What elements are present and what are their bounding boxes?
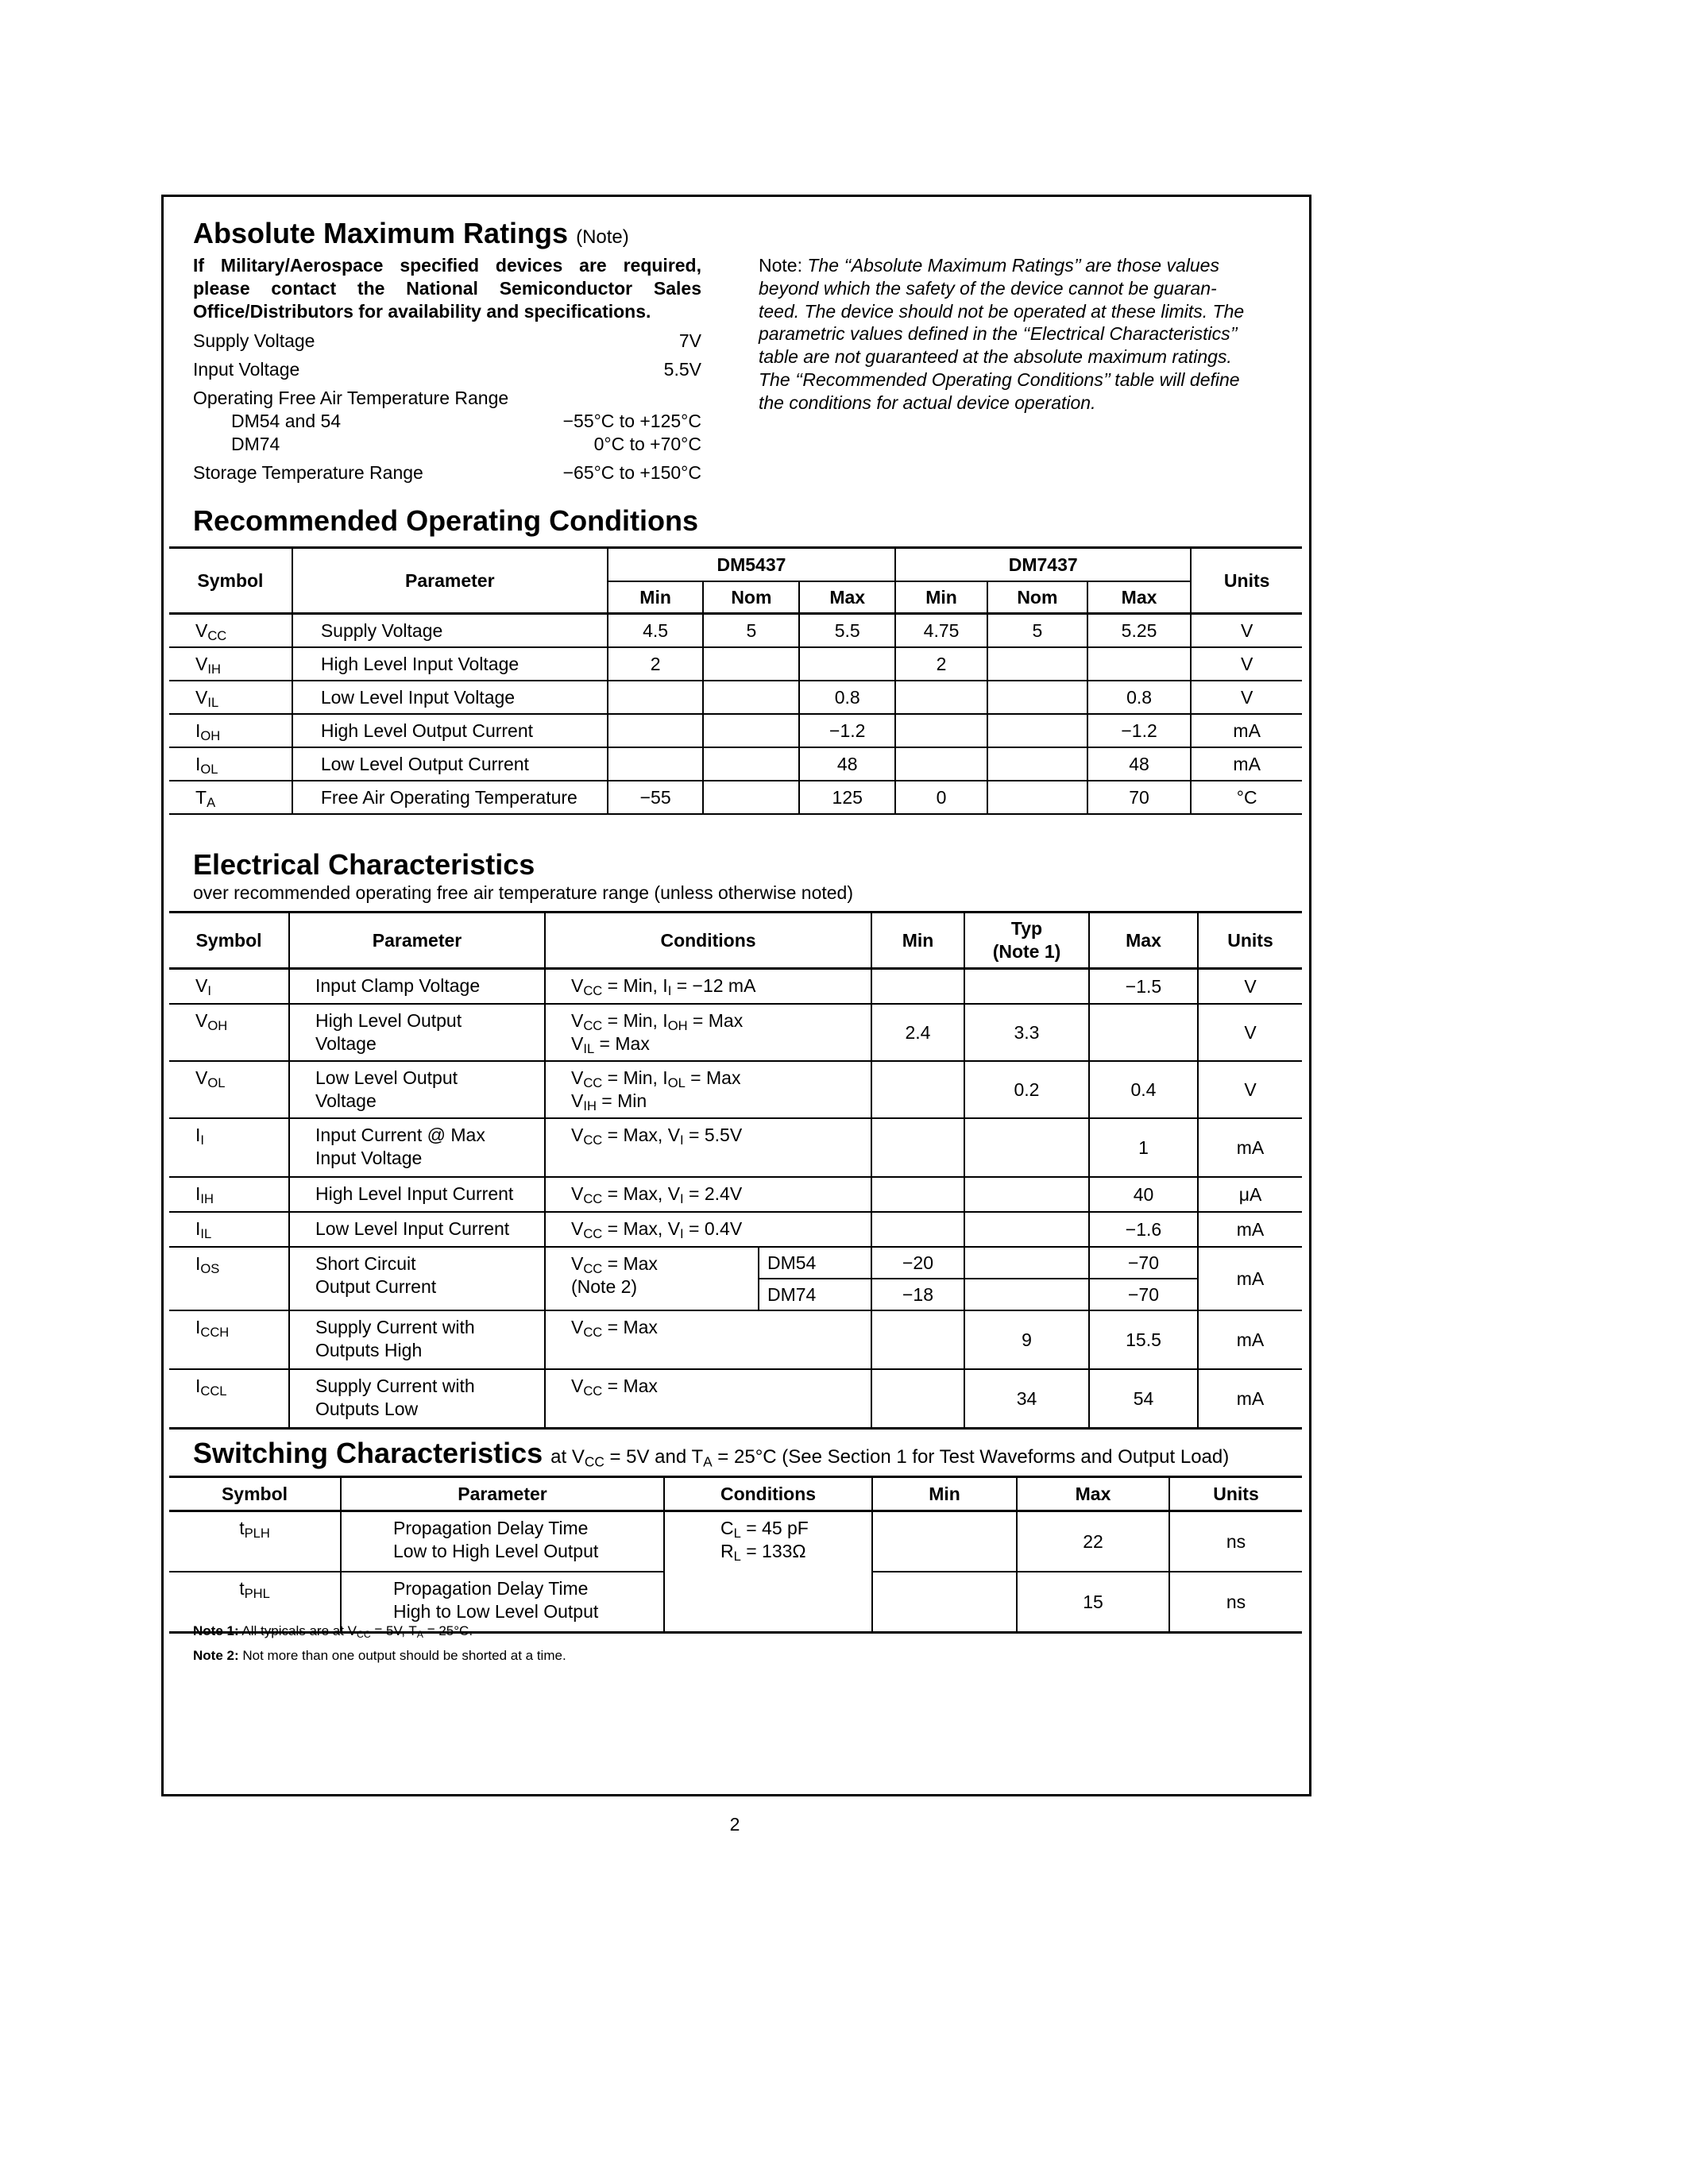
- sc-body: [169, 1511, 1302, 1633]
- ec-min: [871, 969, 964, 1005]
- roc-value: 2: [895, 647, 987, 681]
- roc-symbol: $T_A$: [169, 781, 292, 814]
- ec-title: Electrical Characteristics: [193, 848, 535, 881]
- sc-h-symbol: Symbol: [169, 1477, 341, 1511]
- amr-dm74-label: DM74: [231, 434, 280, 454]
- ec-unit: V: [1244, 1078, 1257, 1100]
- roc-value: [703, 681, 799, 714]
- ec-ios-dm74: DM74: [759, 1279, 871, 1310]
- roc-body: [169, 614, 1302, 815]
- roc-value: [895, 714, 987, 747]
- note-1-label: Note 1:: [193, 1623, 239, 1638]
- sc-h-max: Max: [1017, 1477, 1169, 1511]
- sc-unit: ns: [1226, 1530, 1246, 1552]
- amr-note-line: The ‘‘Absolute Maximum Ratings’’ are those values: [807, 255, 1219, 276]
- roc-row: [169, 714, 1302, 747]
- roc-value: −55: [608, 781, 704, 814]
- ec-row-vi: [169, 969, 1302, 1005]
- ec-typ: [964, 969, 1089, 1005]
- amr-dm74-value: 0°C to +70°C: [593, 434, 701, 454]
- ec-min: [871, 1212, 964, 1247]
- amr-temp-label: Operating Free Air Temperature Range: [193, 388, 509, 408]
- ec-typ: 9: [964, 1310, 1089, 1369]
- roc-table: [169, 546, 1302, 815]
- roc-unit: mA: [1233, 753, 1261, 774]
- amr-supply-label: Supply Voltage: [193, 330, 315, 351]
- amr-input-value: 5.5V: [663, 359, 701, 380]
- mil-notice-line: please contact the National Semiconductor Sales: [193, 277, 701, 299]
- roc-value: 5: [987, 614, 1087, 648]
- amr-note-line: The ‘‘Recommended Operating Conditions’’ table will define: [759, 369, 1240, 390]
- roc-symbol: $I_{OL}$: [169, 747, 292, 781]
- amr-storage-value: −65°C to +150°C: [562, 462, 701, 483]
- ec-conditions: $V_{CC}$ = Max, $V_I = 5.5V$: [545, 1118, 871, 1177]
- ec-max: 15.5: [1089, 1310, 1198, 1369]
- sc-symbol: $t_{PHL}$: [169, 1572, 341, 1633]
- ec-min: −18: [871, 1279, 964, 1310]
- sc-row: [169, 1511, 1302, 1572]
- ec-h-min: Min: [871, 913, 964, 969]
- roc-row: [169, 681, 1302, 714]
- roc-value: [608, 714, 704, 747]
- ec-min: [871, 1369, 964, 1429]
- ec-row-ii: [169, 1118, 1302, 1177]
- ec-max: −70: [1089, 1247, 1198, 1279]
- ec-h-units: Units: [1227, 929, 1273, 951]
- roc-unit: °C: [1236, 786, 1257, 808]
- ec-typ: [964, 1118, 1089, 1177]
- roc-value: 0: [895, 781, 987, 814]
- sc-table: [169, 1476, 1302, 1634]
- ec-parameter: Supply Current with Outputs Low: [289, 1369, 545, 1429]
- roc-h-symbol: Symbol: [169, 548, 292, 614]
- ec-ios-dm54: DM54: [759, 1247, 871, 1279]
- ec-symbol: $I_{OS}$: [169, 1247, 289, 1310]
- mil-notice: [193, 254, 701, 322]
- sc-parameter: Propagation Delay Time Low to High Level Output: [341, 1511, 664, 1572]
- ec-h-conditions: Conditions: [545, 913, 871, 969]
- roc-value: [608, 681, 704, 714]
- roc-h-nom: Nom: [703, 581, 799, 614]
- roc-symbol: $V_{IL}$: [169, 681, 292, 714]
- roc-h-dm7437: DM7437: [895, 548, 1191, 582]
- roc-value: [608, 747, 704, 781]
- roc-h-max: Max: [1087, 581, 1192, 614]
- amr-supply-value: 7V: [678, 330, 701, 351]
- ec-h-max: Max: [1089, 913, 1198, 969]
- roc-parameter: Low Level Input Voltage: [292, 681, 608, 714]
- ec-typ: [964, 1247, 1089, 1279]
- ec-row-ios-54: [169, 1247, 1302, 1279]
- ec-h-symbol: Symbol: [169, 913, 289, 969]
- roc-h-dm5437: DM5437: [608, 548, 895, 582]
- amr-note-line: beyond which the safety of the device cannot be guaran-: [759, 277, 1217, 299]
- note-2: [193, 1648, 566, 1664]
- roc-value: 0.8: [1087, 681, 1192, 714]
- roc-symbol: $I_{OH}$: [169, 714, 292, 747]
- roc-value: [703, 647, 799, 681]
- roc-h-parameter: Parameter: [292, 548, 608, 614]
- roc-parameter: Supply Voltage: [292, 614, 608, 648]
- sc-h-min: Min: [872, 1477, 1017, 1511]
- roc-unit: V: [1240, 653, 1253, 674]
- ec-row-iccl: [169, 1369, 1302, 1429]
- ec-min: [871, 1177, 964, 1212]
- ec-typ: 3.3: [964, 1004, 1089, 1061]
- roc-value: 4.75: [895, 614, 987, 648]
- amr-title-note: (Note): [576, 226, 629, 248]
- ec-conditions: $V_{CC}$ = Min, $I_{OH}$ = Max $V_{IL}$ = Max: [545, 1004, 871, 1061]
- roc-value: 2: [608, 647, 704, 681]
- ec-conditions: $V_{CC}$ = Max: [545, 1310, 871, 1369]
- ec-h-typ: Typ: [1010, 918, 1043, 940]
- roc-value: 125: [799, 781, 895, 814]
- roc-unit: V: [1240, 686, 1253, 708]
- ec-conditions: $V_{CC}$ = Max: [545, 1369, 871, 1429]
- ec-symbol: $I_{CCL}$: [169, 1369, 289, 1429]
- ec-conditions: $V_{CC}$ = Min, $I_{OL}$ = Max $V_{IH}$ = Min: [545, 1061, 871, 1118]
- roc-value: −1.2: [799, 714, 895, 747]
- ec-symbol: $I_I$: [169, 1118, 289, 1177]
- ec-max: −1.5: [1089, 969, 1198, 1005]
- roc-parameter: Free Air Operating Temperature: [292, 781, 608, 814]
- roc-value: 48: [799, 747, 895, 781]
- roc-h-units: Units: [1223, 569, 1270, 591]
- sc-symbol: $t_{PLH}$: [169, 1511, 341, 1572]
- sc-unit: ns: [1226, 1591, 1246, 1612]
- ec-unit: mA: [1236, 1329, 1265, 1350]
- roc-value: [703, 714, 799, 747]
- roc-h-min: Min: [608, 581, 704, 614]
- amr-note-line: parametric values defined in the ‘‘Electrical Characteristics’’: [759, 323, 1238, 345]
- note-2-label: Note 2:: [193, 1648, 239, 1663]
- ec-conditions: $V_{CC}$ = Min, $I_I = -12$ mA: [545, 969, 871, 1005]
- roc-row: [169, 747, 1302, 781]
- ec-table: [169, 911, 1302, 1430]
- amr-note-line: the conditions for actual device operation.: [759, 392, 1096, 413]
- sc-min: [872, 1511, 1017, 1572]
- roc-row: [169, 647, 1302, 681]
- ec-unit: μA: [1238, 1183, 1262, 1205]
- mil-notice-line: Office/Distributors for availability and specifications.: [193, 300, 651, 322]
- ec-conditions: $V_{CC}$ = Max, $V_I = 0.4V$: [545, 1212, 871, 1247]
- ec-row-vol: [169, 1061, 1302, 1118]
- roc-value: [895, 747, 987, 781]
- mil-notice-line: If Military/Aerospace specified devices are required,: [193, 255, 701, 276]
- roc-value: 5.5: [799, 614, 895, 648]
- roc-value: 0.8: [799, 681, 895, 714]
- sc-title-text: Switching Characteristics: [193, 1437, 543, 1469]
- ec-parameter: Low Level Input Current: [289, 1212, 545, 1247]
- roc-value: [703, 781, 799, 814]
- ec-unit: V: [1244, 975, 1257, 997]
- ec-unit: mA: [1236, 1136, 1265, 1158]
- ec-parameter: High Level Output Voltage: [289, 1004, 545, 1061]
- roc-value: 48: [1087, 747, 1192, 781]
- ec-min: −20: [871, 1247, 964, 1279]
- amr-note-prefix: Note:: [759, 255, 802, 276]
- sc-conditions: $C_L = 45$ pF $R_L = 133\Omega$: [664, 1511, 872, 1633]
- ec-min: 2.4: [871, 1004, 964, 1061]
- roc-value: [987, 747, 1087, 781]
- ec-symbol: $V_I$: [169, 969, 289, 1005]
- roc-value: 4.5: [608, 614, 704, 648]
- ec-parameter: Short Circuit Output Current: [289, 1247, 545, 1310]
- ec-symbol: $V_{OH}$: [169, 1004, 289, 1061]
- roc-value: −1.2: [1087, 714, 1192, 747]
- ec-min: [871, 1061, 964, 1118]
- sc-subtitle: at $V_{CC} = 5V$ and $T_A = 25^\circ C$ (See Section 1 for Test Waveforms and Output Load): [550, 1446, 1230, 1470]
- ec-typ: [964, 1177, 1089, 1212]
- ec-parameter: Input Current @ Max Input Voltage: [289, 1118, 545, 1177]
- ec-row-iil: [169, 1212, 1302, 1247]
- amr-note-line: teed. The device should not be operated at these limits. The: [759, 300, 1245, 322]
- ec-subtitle: over recommended operating free air temperature range (unless otherwise noted): [193, 882, 853, 903]
- ec-typ: 34: [964, 1369, 1089, 1429]
- roc-value: [895, 681, 987, 714]
- ec-unit: V: [1244, 1021, 1257, 1043]
- roc-value: 5: [703, 614, 799, 648]
- ec-row-voh: [169, 1004, 1302, 1061]
- sc-title: [193, 1439, 1229, 1468]
- ec-symbol: $I_{CCH}$: [169, 1310, 289, 1369]
- ec-typ: 0.2: [964, 1061, 1089, 1118]
- ec-symbol: $V_{OL}$: [169, 1061, 289, 1118]
- ec-max: 0.4: [1089, 1061, 1198, 1118]
- ec-min: [871, 1310, 964, 1369]
- roc-value: [1087, 647, 1192, 681]
- ec-max: 1: [1089, 1118, 1198, 1177]
- roc-value: [799, 647, 895, 681]
- roc-row: [169, 614, 1302, 648]
- ec-typ: [964, 1279, 1089, 1310]
- roc-unit: V: [1240, 619, 1253, 641]
- roc-h-max: Max: [799, 581, 895, 614]
- ec-typ: [964, 1212, 1089, 1247]
- ec-unit: mA: [1198, 1247, 1302, 1310]
- roc-symbol: $V_{IH}$: [169, 647, 292, 681]
- note-1-text: All typicals are at $V_{CC} = 5V$, $T_A = 25^\circ C$.: [241, 1623, 473, 1641]
- ec-max: −1.6: [1089, 1212, 1198, 1247]
- sc-max: 22: [1017, 1511, 1169, 1572]
- note-2-text: Not more than one output should be shorted at a time.: [242, 1648, 566, 1663]
- amr-title-text: Absolute Maximum Ratings: [193, 217, 569, 249]
- sc-max: 15: [1017, 1572, 1169, 1633]
- roc-value: [703, 747, 799, 781]
- amr-note: [759, 254, 1267, 414]
- ec-min: [871, 1118, 964, 1177]
- ec-max: −70: [1089, 1279, 1198, 1310]
- ec-body: [169, 969, 1302, 1429]
- roc-value: [987, 781, 1087, 814]
- sc-h-conditions: Conditions: [664, 1477, 872, 1511]
- ec-row-iih: [169, 1177, 1302, 1212]
- page-number: 2: [729, 1814, 740, 1835]
- ec-h-parameter: Parameter: [289, 913, 545, 969]
- sc-h-parameter: Parameter: [341, 1477, 664, 1511]
- sc-h-units: Units: [1213, 1483, 1259, 1504]
- ec-symbol: $I_{IL}$: [169, 1212, 289, 1247]
- ec-conditions: $V_{CC}$ = Max (Note 2): [545, 1247, 759, 1310]
- roc-unit: mA: [1233, 720, 1261, 741]
- ec-unit: mA: [1236, 1218, 1265, 1240]
- roc-value: 70: [1087, 781, 1192, 814]
- roc-parameter: Low Level Output Current: [292, 747, 608, 781]
- ec-max: [1089, 1004, 1198, 1061]
- note-1: [193, 1623, 473, 1639]
- sc-parameter: Propagation Delay Time High to Low Level Output: [341, 1572, 664, 1633]
- amr-dm54-label: DM54 and 54: [231, 411, 342, 431]
- ec-unit: mA: [1236, 1387, 1265, 1409]
- ec-h-typ-note: (Note 1): [992, 941, 1061, 962]
- amr-storage-label: Storage Temperature Range: [193, 462, 423, 483]
- amr-input-label: Input Voltage: [193, 359, 300, 380]
- amr-title: [193, 219, 629, 248]
- roc-value: 5.25: [1087, 614, 1192, 648]
- roc-parameter: High Level Input Voltage: [292, 647, 608, 681]
- roc-title: Recommended Operating Conditions: [193, 504, 699, 537]
- ec-parameter: Supply Current with Outputs High: [289, 1310, 545, 1369]
- roc-parameter: High Level Output Current: [292, 714, 608, 747]
- roc-h-nom: Nom: [987, 581, 1087, 614]
- ec-row-icch: [169, 1310, 1302, 1369]
- ec-symbol: $I_{IH}$: [169, 1177, 289, 1212]
- ec-parameter: Low Level Output Voltage: [289, 1061, 545, 1118]
- ec-parameter: High Level Input Current: [289, 1177, 545, 1212]
- sc-min: [872, 1572, 1017, 1633]
- roc-symbol: $V_{CC}$: [169, 614, 292, 648]
- ec-max: 54: [1089, 1369, 1198, 1429]
- roc-row: [169, 781, 1302, 814]
- amr-dm54-value: −55°C to +125°C: [562, 411, 701, 431]
- ec-parameter: Input Clamp Voltage: [289, 969, 545, 1005]
- ec-conditions: $V_{CC}$ = Max, $V_I = 2.4V$: [545, 1177, 871, 1212]
- amr-note-line: table are not guaranteed at the absolute maximum ratings.: [759, 346, 1232, 367]
- ec-max: 40: [1089, 1177, 1198, 1212]
- roc-value: [987, 681, 1087, 714]
- roc-value: [987, 647, 1087, 681]
- roc-value: [987, 714, 1087, 747]
- roc-h-min: Min: [895, 581, 987, 614]
